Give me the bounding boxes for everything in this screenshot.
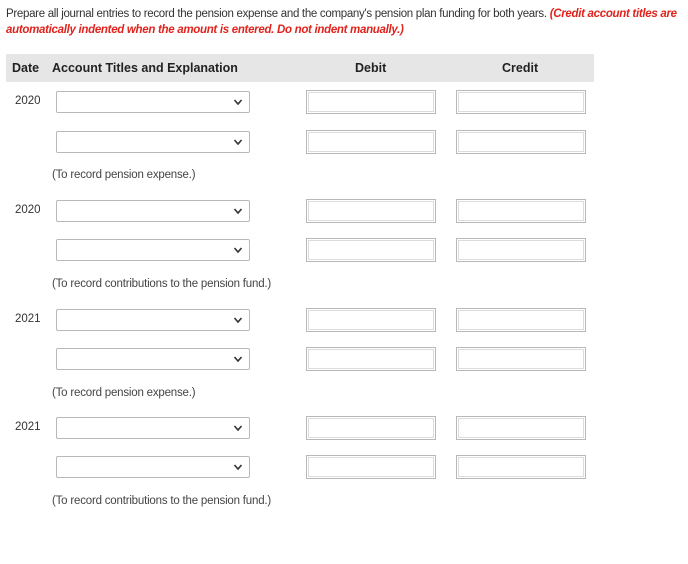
chevron-down-icon: [233, 314, 243, 326]
debit-input[interactable]: [306, 308, 436, 332]
credit-input[interactable]: [456, 90, 586, 114]
account-title-select[interactable]: [56, 309, 250, 331]
credit-input[interactable]: [456, 416, 586, 440]
instructions: [6, 6, 678, 38]
entry-date: 2021: [15, 313, 41, 325]
credit-input[interactable]: [456, 347, 586, 371]
chevron-down-icon: [233, 136, 243, 148]
debit-input[interactable]: [306, 238, 436, 262]
entry-explanation: (To record pension expense.): [52, 169, 196, 181]
entry-explanation: (To record contributions to the pension fund.): [52, 278, 272, 290]
header-date: Date: [12, 61, 40, 75]
chevron-down-icon: [233, 96, 243, 108]
credit-input[interactable]: [456, 130, 586, 154]
account-title-select[interactable]: [56, 131, 250, 153]
entry-date: 2020: [15, 95, 41, 107]
debit-input[interactable]: [306, 90, 436, 114]
chevron-down-icon: [233, 205, 243, 217]
header-credit: Credit: [502, 61, 539, 75]
debit-input[interactable]: [306, 416, 436, 440]
account-title-select[interactable]: [56, 456, 250, 478]
entry-date: 2020: [15, 204, 41, 216]
account-title-select[interactable]: [56, 348, 250, 370]
account-title-select[interactable]: [56, 417, 250, 439]
credit-input[interactable]: [456, 308, 586, 332]
header-debit: Debit: [355, 61, 387, 75]
chevron-down-icon: [233, 461, 243, 473]
credit-input[interactable]: [456, 238, 586, 262]
entry-explanation: (To record contributions to the pension fund.): [52, 495, 272, 507]
entry-date: 2021: [15, 421, 41, 433]
credit-input[interactable]: [456, 455, 586, 479]
debit-input[interactable]: [306, 130, 436, 154]
debit-input[interactable]: [306, 455, 436, 479]
credit-input[interactable]: [456, 199, 586, 223]
instructions-note: (Credit account titles are automatically indented when the amount is entered. Do not indent manually.): [6, 8, 677, 36]
debit-input[interactable]: [306, 347, 436, 371]
instructions-text: Prepare all journal entries to record the pension expense and the company's pension plan funding for both years.: [6, 8, 547, 20]
account-title-select[interactable]: [56, 239, 250, 261]
chevron-down-icon: [233, 353, 243, 365]
chevron-down-icon: [233, 244, 243, 256]
header-account-titles: Account Titles and Explanation: [52, 61, 238, 75]
debit-input[interactable]: [306, 199, 436, 223]
journal-table-header: [6, 54, 594, 82]
entry-explanation: (To record pension expense.): [52, 387, 196, 399]
account-title-select[interactable]: [56, 91, 250, 113]
chevron-down-icon: [233, 422, 243, 434]
account-title-select[interactable]: [56, 200, 250, 222]
